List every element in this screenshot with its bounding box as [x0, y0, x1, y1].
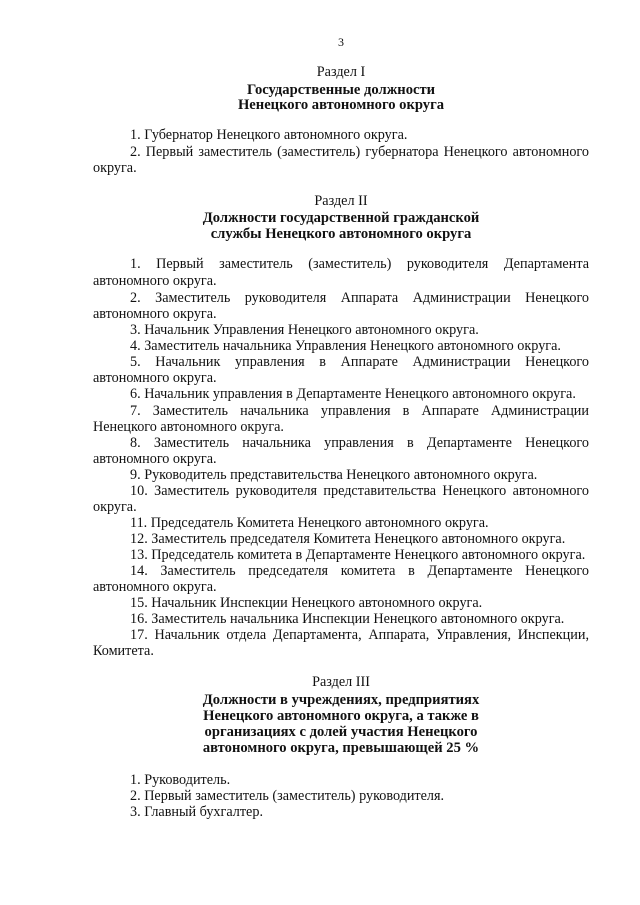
section-1-title-line-2: Ненецкого автономного округа — [237, 97, 445, 113]
section-1-title-line-1: Государственные должности — [246, 82, 436, 98]
section-2-item-6: 6. Начальник управления в Департаменте Ненецкого автономного округа. — [130, 386, 576, 402]
section-2-title-line-2: службы Ненецкого автономного округа — [210, 226, 472, 242]
section-2-item-1: 1. Первый заместитель (заместитель) руководителя Департамента — [130, 256, 589, 272]
section-2-item-7: 7. Заместитель начальника управления в Аппарате Администрации — [130, 403, 589, 419]
section-2-item-2-cont: автономного округа. — [93, 306, 217, 322]
section-3-title-line-2: Ненецкого автономного округа, а также в — [203, 708, 479, 724]
section-3-title-line-1: Должности в учреждениях, предприятиях — [202, 692, 480, 708]
section-3-item-2: 2. Первый заместитель (заместитель) руководителя. — [130, 788, 445, 804]
section-3-title-line-4: автономного округа, превышающей 25 % — [202, 740, 480, 756]
section-2-item-10: 10. Заместитель руководителя представительства Ненецкого автономного — [130, 483, 589, 499]
section-2-item-10-cont: округа. — [93, 499, 137, 515]
section-2-item-17: 17. Начальник отдела Департамента, Аппарата, Управления, Инспекции, — [130, 627, 589, 643]
section-3-item-1: 1. Руководитель. — [130, 772, 231, 788]
section-1-heading: Раздел I — [316, 64, 366, 80]
section-2-item-17-cont: Комитета. — [93, 643, 154, 659]
section-2-item-9: 9. Руководитель представительства Ненецкого автономного округа. — [130, 467, 538, 483]
section-2-item-4: 4. Заместитель начальника Управления Ненецкого автономного округа. — [130, 338, 561, 354]
section-2-item-12: 12. Заместитель председателя Комитета Ненецкого автономного округа. — [130, 531, 566, 547]
section-2-item-8-cont: автономного округа. — [93, 451, 217, 467]
section-2-item-5-cont: автономного округа. — [93, 370, 217, 386]
section-2-item-3: 3. Начальник Управления Ненецкого автономного округа. — [130, 322, 479, 338]
section-2-item-14-cont: автономного округа. — [93, 579, 217, 595]
section-3-item-3: 3. Главный бухгалтер. — [130, 804, 263, 820]
section-2-item-8: 8. Заместитель начальника управления в Департаменте Ненецкого — [130, 435, 589, 451]
section-1-item-2-cont: округа. — [93, 160, 137, 176]
section-1-item-2: 2. Первый заместитель (заместитель) губернатора Ненецкого автономного — [130, 144, 589, 160]
section-2-item-5: 5. Начальник управления в Аппарате Администрации Ненецкого — [130, 354, 589, 370]
section-2-item-1-cont: автономного округа. — [93, 273, 217, 289]
page-number: 3 — [338, 35, 344, 49]
section-2-item-11: 11. Председатель Комитета Ненецкого автономного округа. — [130, 515, 489, 531]
section-2-item-16: 16. Заместитель начальника Инспекции Ненецкого автономного округа. — [130, 611, 565, 627]
section-3-heading: Раздел III — [312, 674, 370, 690]
section-2-heading: Раздел II — [314, 193, 368, 209]
section-2-item-14: 14. Заместитель председателя комитета в Департаменте Ненецкого — [130, 563, 589, 579]
section-2-title-line-1: Должности государственной гражданской — [202, 210, 480, 226]
section-3-title-line-3: организациях с долей участия Ненецкого — [204, 724, 478, 740]
section-2-item-15: 15. Начальник Инспекции Ненецкого автономного округа. — [130, 595, 483, 611]
section-2-item-2: 2. Заместитель руководителя Аппарата Администрации Ненецкого — [130, 290, 589, 306]
section-2-item-7-cont: Ненецкого автономного округа. — [93, 419, 284, 435]
section-2-item-13: 13. Председатель комитета в Департаменте Ненецкого автономного округа. — [130, 547, 586, 563]
section-1-item-1: 1. Губернатор Ненецкого автономного округа. — [130, 127, 408, 143]
